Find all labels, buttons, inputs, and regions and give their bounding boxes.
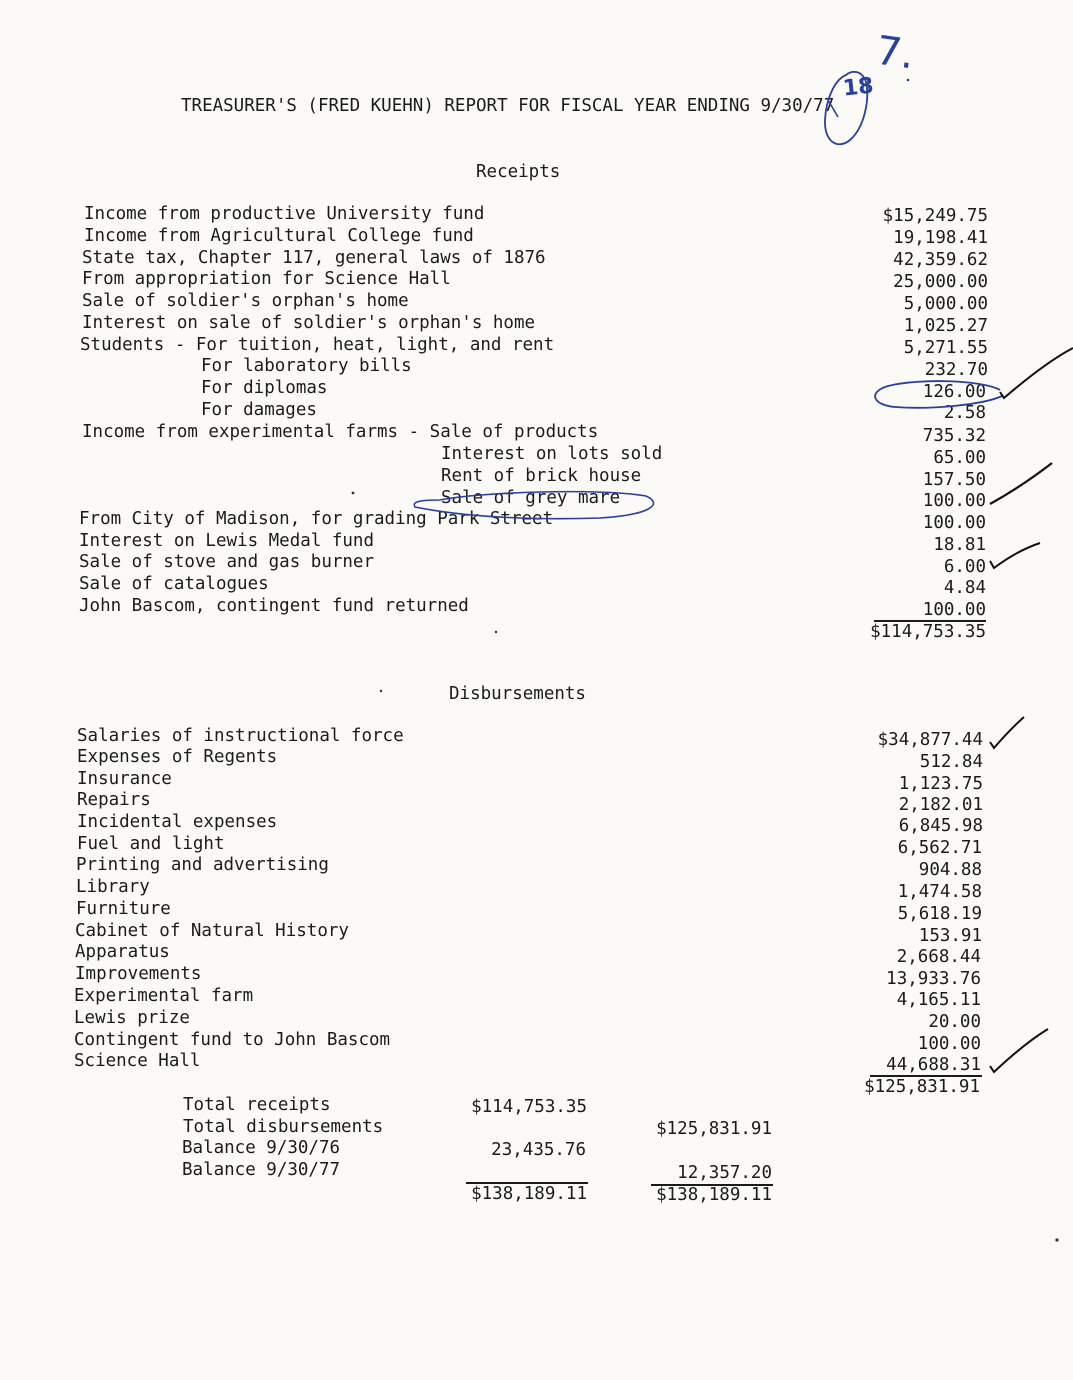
summary-total-col2: $138,189.11 [656, 1185, 772, 1205]
receipt-amount: 4.84 [943, 578, 986, 598]
receipt-amount: 25,000.00 [893, 272, 988, 292]
disbursement-label: Lewis prize [74, 1008, 190, 1028]
check-mark-icon [990, 717, 1024, 748]
receipt-amount: 232.70 [924, 360, 988, 380]
check-mark-icon [990, 1029, 1048, 1072]
disbursement-amount: 4,165.11 [896, 990, 981, 1010]
receipt-label: Interest on Lewis Medal fund [79, 531, 375, 551]
disbursement-label: Library [76, 877, 150, 897]
disbursement-label: Insurance [77, 769, 172, 789]
disbursement-label: Salaries of instructional force [77, 726, 404, 746]
disbursement-label: Repairs [77, 790, 151, 810]
summary-col2: $125,831.91 [656, 1119, 772, 1139]
disbursement-amount: 1,123.75 [898, 774, 983, 794]
receipt-label: Sale of stove and gas burner [79, 552, 375, 572]
disbursement-amount: 20.00 [928, 1012, 981, 1032]
report-title: TREASURER'S (FRED KUEHN) REPORT FOR FISCAL YEAR ENDING 9/30/77 [181, 96, 835, 116]
receipt-label: For laboratory bills [201, 356, 412, 376]
receipt-amount: 42,359.62 [893, 250, 988, 270]
summary-col1: $114,753.35 [471, 1097, 587, 1117]
disbursement-label: Cabinet of Natural History [75, 921, 349, 941]
receipt-label: From City of Madison, for grading Park Street [79, 509, 554, 529]
disbursements-heading: Disbursements [449, 684, 586, 704]
disbursement-label: Experimental farm [74, 986, 254, 1006]
disbursement-label: Furniture [76, 899, 171, 919]
speck [352, 492, 355, 495]
receipt-label: Sale of catalogues [79, 574, 269, 594]
disbursement-label: Fuel and light [77, 834, 225, 854]
receipt-label: Income from Agricultural College fund [84, 226, 474, 246]
disbursement-amount: 100.00 [917, 1034, 981, 1054]
receipt-amount: 1,025.27 [903, 316, 988, 336]
disbursement-label: Incidental expenses [77, 812, 278, 832]
receipt-amount: 100.00 [922, 513, 986, 533]
corner-mark: 7. [872, 27, 918, 79]
receipt-amount: 19,198.41 [893, 228, 988, 248]
disbursement-amount: 5,618.19 [897, 904, 982, 924]
receipt-label: Income from experimental farms - Sale of products [82, 422, 599, 442]
disbursement-amount: 6,562.71 [897, 838, 982, 858]
summary-label: Balance 9/30/77 [182, 1160, 341, 1180]
receipt-amount: 65.00 [933, 448, 986, 468]
receipt-amount: 126.00 [922, 382, 986, 402]
disbursement-label: Expenses of Regents [77, 747, 278, 767]
disbursement-amount: 904.88 [918, 860, 982, 880]
speck [380, 690, 382, 692]
disbursement-amount: 13,933.76 [886, 969, 981, 989]
receipts-total: $114,753.35 [870, 622, 986, 642]
check-mark-icon [990, 543, 1040, 568]
summary-label: Balance 9/30/76 [182, 1138, 341, 1158]
disbursement-label: Improvements [75, 964, 202, 984]
speck [495, 631, 497, 633]
summary-label: Total disbursements [183, 1117, 384, 1137]
receipt-amount: $15,249.75 [882, 206, 988, 226]
disbursement-amount: 6,845.98 [898, 816, 983, 836]
receipt-amount: 5,271.55 [903, 338, 988, 358]
receipt-label: John Bascom, contingent fund returned [79, 596, 469, 616]
receipt-amount: 2.58 [943, 403, 986, 423]
receipt-label: Interest on sale of soldier's orphan's home [82, 313, 536, 333]
receipt-amount: 18.81 [933, 535, 986, 555]
receipt-amount: 6.00 [943, 557, 986, 577]
disbursement-amount: 1,474.58 [897, 882, 982, 902]
disbursement-label: Apparatus [75, 942, 170, 962]
receipt-label: For diplomas [201, 378, 328, 398]
disbursement-label: Printing and advertising [76, 855, 329, 875]
disbursement-amount: 44,688.31 [886, 1055, 981, 1075]
disbursement-amount: 2,182.01 [898, 795, 983, 815]
receipt-amount: 157.50 [922, 470, 986, 490]
receipt-label: For damages [201, 400, 317, 420]
receipt-amount: 100.00 [922, 491, 986, 511]
receipt-amount: 100.00 [922, 600, 986, 620]
disbursement-label: Science Hall [74, 1051, 201, 1071]
check-mark-icon [1000, 348, 1073, 398]
speck [1055, 1238, 1058, 1241]
summary-col2: 12,357.20 [677, 1163, 772, 1183]
receipts-heading: Receipts [476, 162, 561, 182]
receipt-amount: 5,000.00 [903, 294, 988, 314]
receipt-amount: 735.32 [922, 426, 986, 446]
check-mark-icon [990, 463, 1052, 504]
receipt-label: Sale of soldier's orphan's home [82, 291, 409, 311]
receipt-label: Income from productive University fund [84, 204, 485, 224]
receipt-label: State tax, Chapter 117, general laws of 1876 [82, 248, 546, 268]
year-correction: 18 [841, 73, 875, 102]
summary-total-col1: $138,189.11 [471, 1184, 587, 1204]
receipt-label: Interest on lots sold [441, 444, 663, 464]
receipt-label: From appropriation for Science Hall [82, 269, 451, 289]
disbursement-label: Contingent fund to John Bascom [74, 1030, 391, 1050]
disbursement-amount: $34,877.44 [877, 730, 983, 750]
disbursement-amount: 153.91 [918, 926, 982, 946]
receipt-label: Sale of grey mare [441, 488, 621, 508]
receipt-label: Rent of brick house [441, 466, 642, 486]
receipt-label: Students - For tuition, heat, light, and rent [80, 335, 555, 355]
disbursement-amount: 2,668.44 [896, 947, 981, 967]
disbursements-total: $125,831.91 [864, 1077, 980, 1097]
summary-col1: 23,435.76 [491, 1140, 586, 1160]
summary-label: Total receipts [183, 1095, 331, 1115]
speck [907, 79, 910, 82]
disbursement-amount: 512.84 [919, 752, 983, 772]
